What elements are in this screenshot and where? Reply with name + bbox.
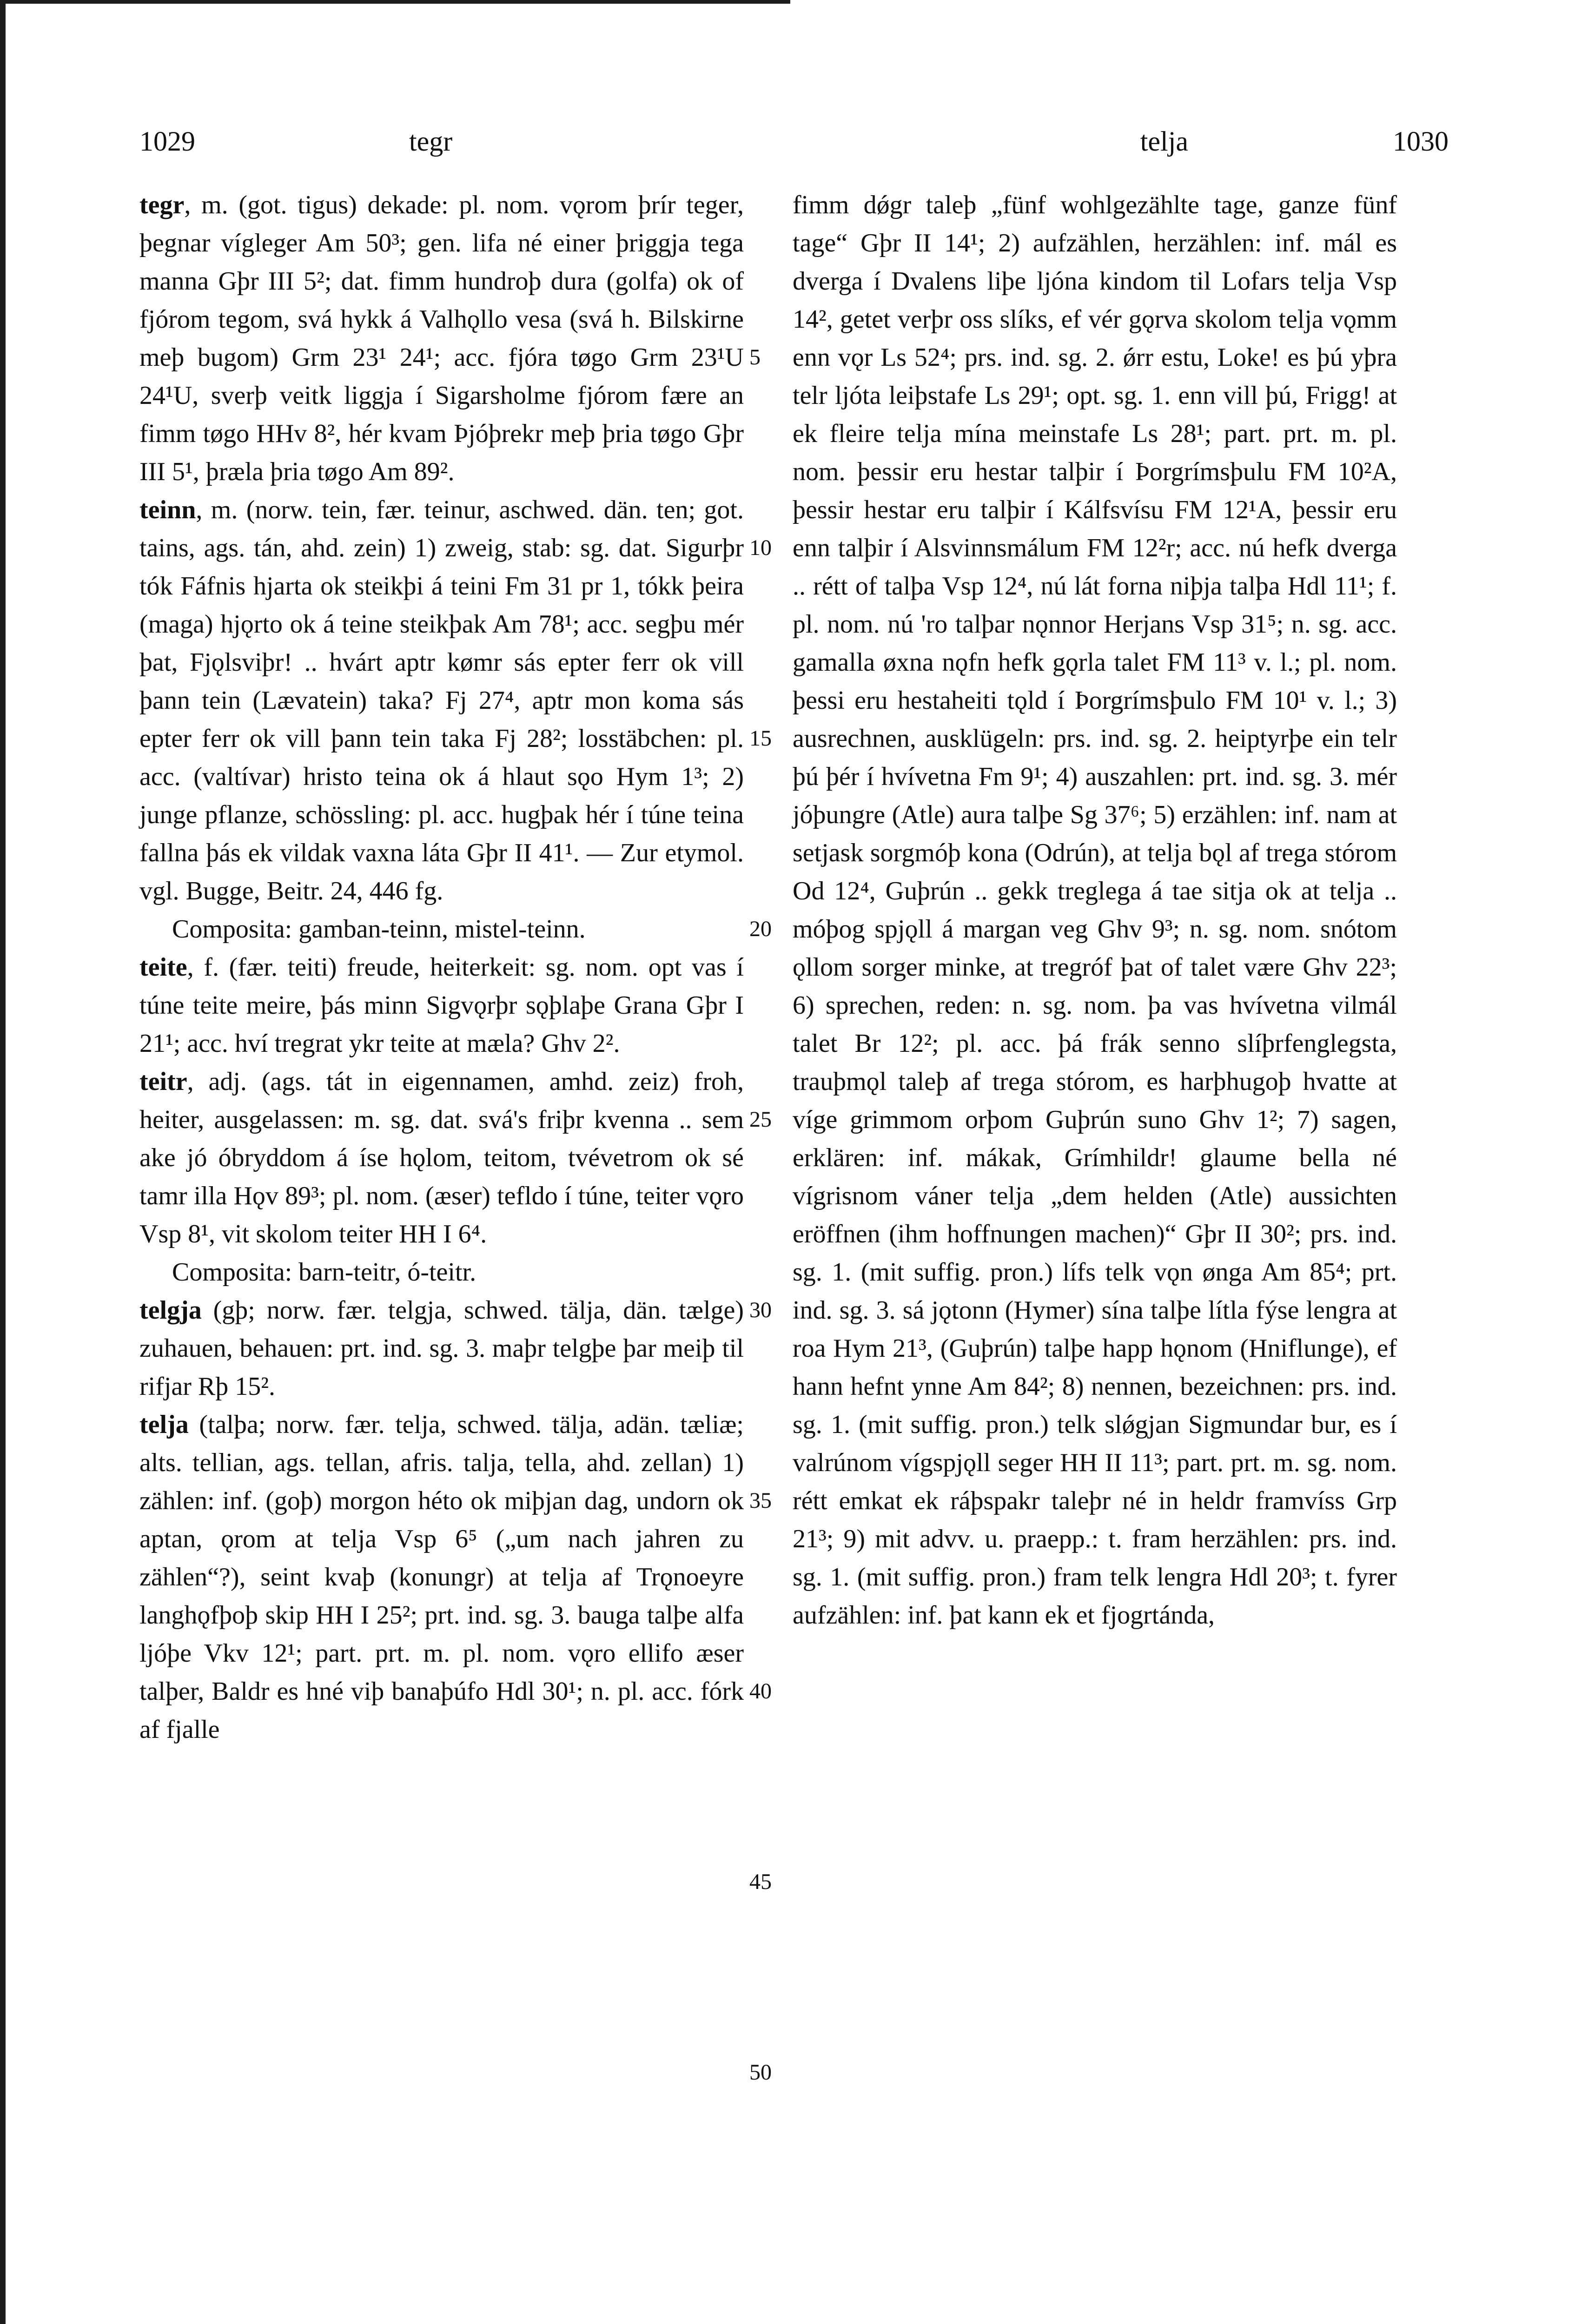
entry-headword: teite bbox=[139, 953, 187, 982]
composita-line bbox=[139, 1253, 744, 1291]
line-number: 25 bbox=[749, 1107, 772, 1132]
running-headword-right: telja bbox=[1140, 126, 1188, 157]
margin-mark bbox=[0, 84, 4, 232]
entry-text: , m. (norw. tein, fær. teinur, aschwed. dän. ten; got. tains, ags. tán, ahd. zein) 1) zweig, stab: sg. dat. Sigurþr tók Fáfnis hjarta ok steikþi á teini Fm 31 pr 1, tókk þeira (maga) hjǫrto ok á teine steikþak Am 78¹; acc. segþu mér þat, Fjǫlsviþr! .. hvárt aptr kømr sás epter ferr ok vill þann tein (Lævatein) taka? Fj 27⁴, aptr mon koma sás epter ferr ok vill þann tein taka Fj 28²; losstäbchen: pl. acc. (valtívar) hristo teina ok á hlaut sǫo Hym 1³; 2) junge pflanze, schössling: pl. acc. hugþak hér í túne teina fallna þás ek vildak vaxna láta Gþr II 41¹. — Zur etymol. vgl. Bugge, Beitr. 24, 446 fg. bbox=[139, 495, 744, 905]
entry-text: (gþ; norw. fær. telgja, schwed. tälja, dän. tælge) zuhauen, behauen: prt. ind. sg. 3. maþr telgþe þar meiþ til rifjar Rþ 15². bbox=[139, 1296, 744, 1401]
entry-text: Composita: barn-teitr, ó-teitr. bbox=[172, 1258, 476, 1287]
entry-text: , adj. (ags. tát in eigennamen, amhd. zeiz) froh, heiter, ausgelassen: m. sg. dat. svá's friþr kvenna .. sem ake jó óbryddom á íse hǫlom, teitom, tvévetrom ok sé tamr illa Hǫv 89³; pl. nom. (æser) tefldo í túne, teiter vǫro Vsp 8¹, vit skolom teiter HH I 6⁴. bbox=[139, 1067, 744, 1248]
line-number: 5 bbox=[749, 345, 761, 370]
dictionary-entry bbox=[139, 1406, 744, 1749]
line-number: 45 bbox=[749, 1869, 772, 1894]
page-number-right: 1030 bbox=[1393, 126, 1449, 157]
line-number: 40 bbox=[749, 1679, 772, 1703]
line-number: 50 bbox=[749, 2060, 772, 2085]
dictionary-entry bbox=[139, 491, 744, 910]
dictionary-entry bbox=[139, 1063, 744, 1253]
scan-border-top bbox=[0, 0, 790, 4]
page-number-left: 1029 bbox=[139, 126, 195, 157]
line-number: 20 bbox=[749, 917, 772, 941]
line-number: 15 bbox=[749, 726, 772, 751]
entry-text: Composita: gamban-teinn, mistel-teinn. bbox=[172, 915, 586, 944]
entry-text: , f. (fær. teiti) freude, heiterkeit: sg. nom. opt vas í túne teite meire, þás minn Sigvǫrþr sǫþlaþe Grana Gþr I 21¹; acc. hví tregrat ykr teite at mæla? Ghv 2². bbox=[139, 953, 744, 1058]
dictionary-entry bbox=[793, 186, 1397, 1634]
entry-text: , m. (got. tigus) dekade: pl. nom. vǫrom þrír teger, þegnar vígleger Am 50³; gen. lifa né einer þriggja tega manna Gþr III 5²; dat. fimm hundroþ dura (golfa) ok of fjórom tegom, svá hykk á Valhǫllo vesa (svá h. Bilskirne meþ bugom) Grm 23¹ 24¹; acc. fjóra tøgo Grm 23¹U 24¹U, sverþ veitk liggja í Sigarsholme fjórom fære an fimm tøgo HHv 8², hér kvam Þjóþrekr meþ þria tøgo Gþr III 5¹, þræla þria tøgo Am 89². bbox=[139, 191, 744, 486]
composita-line bbox=[139, 910, 744, 948]
left-column bbox=[139, 186, 744, 1749]
entry-text: fimm dǿgr taleþ „fünf wohlgezählte tage, ganze fünf tage“ Gþr II 14¹; 2) aufzählen, herzählen: inf. mál es dverga í Dvalens liþe ljóna kindom til Lofars telja Vsp 14², getet verþr oss slíks, ef vér gǫrva skolom telja vǫmm enn vǫr Ls 52⁴; prs. ind. sg. 2. ǿrr estu, Loke! es þú yþra telr ljóta leiþstafe Ls 29¹; opt. sg. 1. enn vill þú, Frigg! at ek fleire telja mína meinstafe Ls 28¹; part. prt. m. pl. nom. þessir eru hestar talþir í Þorgrímsþulu FM 10²A, þessir hestar eru talþir í Kálfsvísu FM 12¹A, þessir eru enn talþir í Alsvinnsmálum FM 12²r; acc. nú hefk dverga .. rétt of talþa Vsp 12⁴, nú lát forna niþja talþa Hdl 11¹; f. pl. nom. nú 'ro talþar nǫnnor Herjans Vsp 31⁵; n. sg. acc. gamalla øxna nǫfn hefk gǫrla talet FM 11³ v. l.; pl. nom. þessi eru hestaheiti tǫld í Þorgrímsþulo FM 10¹ v. l.; 3) ausrechnen, ausklügeln: prs. ind. sg. 2. heiptyrþe ein telr þú þér í hvívetna Fm 9¹; 4) auszahlen: prt. ind. sg. 3. mér jóþungre (Atle) aura talþe Sg 37⁶; 5) erzählen: inf. nam at setjask sorgmóþ kona (Odrún), at telja bǫl af trega stórom Od 12⁴, Guþrún .. gekk treglega á tae sitja ok at telja .. móþog spjǫll á margan veg Ghv 9³; n. sg. nom. snótom ǫllom sorger minke, at tregróf þat of talet være Ghv 22³; 6) sprechen, reden: n. sg. nom. þa vas hvívetna vilmál talet Br 12²; pl. acc. þá frák senno slíþrfenglegsta, trauþmǫl taleþ af trega stórom, es harþhugoþ hvatte at víge grimmom orþom Guþrún suno Ghv 1²; 7) sagen, erklären: inf. mákak, Grímhildr! glaume bella né vígrisnom váner telja „dem helden (Atle) aussichten eröffnen (ihm hoffnungen machen)“ Gþr II 30²; prs. ind. sg. 1. (mit suffig. pron.) lífs telk vǫn ønga Am 85⁴; prt. ind. sg. 3. sá jǫtonn (Hymer) sína talþe lítla fýse lengra at roa Hym 21³, (Guþrún) talþe happ hǫnom (Hniflunge), ef hann hefnt ynne Am 84²; 8) nennen, bezeichnen: prs. ind. sg. 1. (mit suffig. pron.) telk slǿgjan Sigmundar bur, es í valrúnom vígspjǫll seger HH II 11³; part. prt. m. sg. nom. rétt emkat ek ráþspakr taleþr né in heldr framvíss Grp 21³; 9) mit advv. u. praepp.: t. fram herzählen: prs. ind. sg. 1. (mit suffig. pron.) fram telk lengra Hdl 20³; t. fyrer aufzählen: inf. þat kann ek et fjogrtánda, bbox=[793, 191, 1397, 1630]
entry-headword: teinn bbox=[139, 495, 196, 524]
line-number: 30 bbox=[749, 1298, 772, 1322]
entry-headword: teitr bbox=[139, 1067, 187, 1096]
running-headword-left: tegr bbox=[409, 126, 453, 157]
line-number: 35 bbox=[749, 1488, 772, 1513]
line-number: 10 bbox=[749, 535, 772, 560]
dictionary-entry bbox=[139, 948, 744, 1063]
running-header bbox=[139, 125, 1449, 163]
entry-headword: telgja bbox=[139, 1296, 202, 1325]
scan-border-left bbox=[0, 0, 6, 2324]
entry-text: (talþa; norw. fær. telja, schwed. tälja, adän. tæliæ; alts. tellian, ags. tellan, afris. talja, tella, ahd. zellan) 1) zählen: inf. (goþ) morgon héto ok miþjan dag, undorn ok aptan, ǫrom at telja Vsp 6⁵ („um nach jahren zu zählen“?), seint kvaþ (konungr) at telja af Trǫnoeyre langhǫfþoþ skip HH I 25²; prt. ind. sg. 3. bauga talþe alfa ljóþe Vkv 12¹; part. prt. m. pl. nom. vǫro ellifo æser talþer, Baldr es hné viþ banaþúfo Hdl 30¹; n. pl. acc. fórk af fjalle bbox=[139, 1410, 744, 1744]
entry-headword: telja bbox=[139, 1410, 189, 1439]
dictionary-entry bbox=[139, 1291, 744, 1406]
right-column bbox=[793, 186, 1397, 1634]
dictionary-entry bbox=[139, 186, 744, 491]
entry-headword: tegr bbox=[139, 191, 185, 219]
